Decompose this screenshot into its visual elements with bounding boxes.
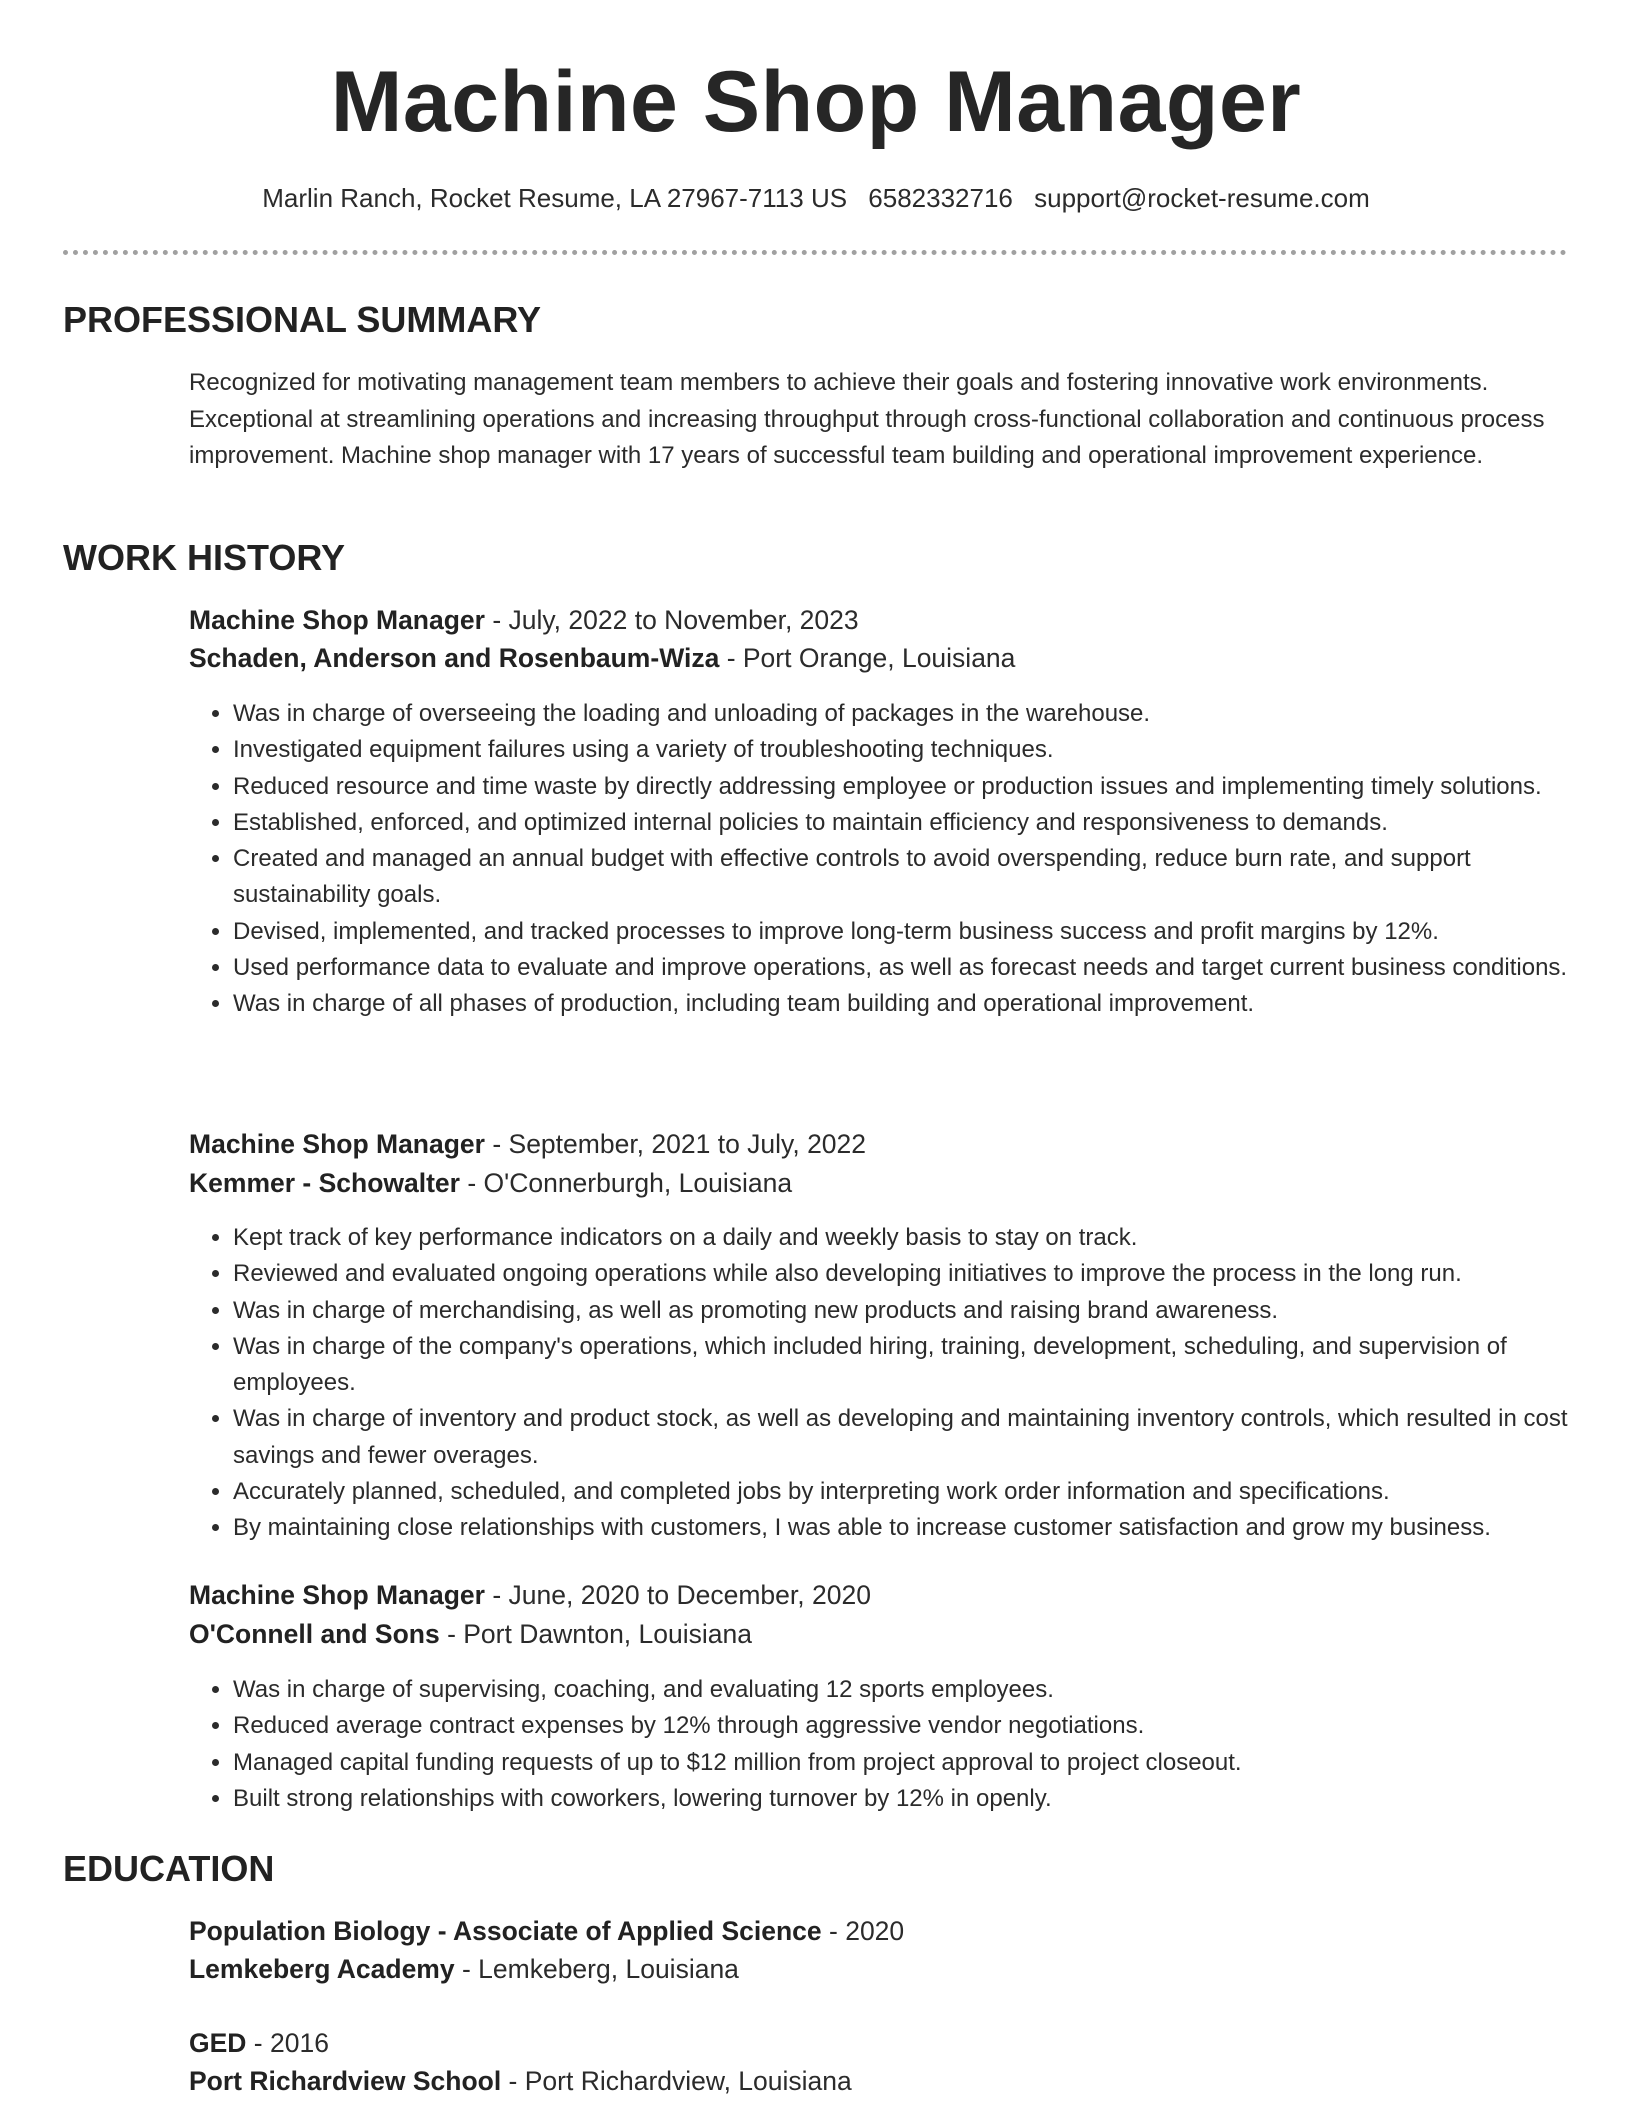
list-item: • Was in charge of supervising, coaching, and evaluating 12 sports employees.	[233, 1672, 1613, 1708]
list-item: • Used performance data to evaluate and improve operations, as well as forecast needs and target current business conditions.	[233, 950, 1613, 986]
job-company: O'Connell and Sons	[189, 1619, 440, 1649]
list-item: • Devised, implemented, and tracked processes to improve long-term business success and profit margins by 12%.	[233, 914, 1613, 950]
contact-address: Marlin Ranch, Rocket Resume, LA 27967-7113 US	[262, 183, 848, 213]
contact-info	[0, 180, 1632, 216]
education-school-line	[189, 1950, 739, 1988]
job-bullets	[189, 1220, 1613, 1547]
section-title-work-history: WORK HISTORY	[63, 537, 346, 578]
education-degree: Population Biology - Associate of Applied Science	[189, 1916, 822, 1946]
contact-email: support@rocket-resume.com	[1034, 183, 1370, 213]
list-item: • Built strong relationships with coworkers, lowering turnover by 12% in openly.	[233, 1781, 1613, 1817]
list-item: • Created and managed an annual budget with effective controls to avoid overspending, reduce burn rate, and support sustainability goals.	[233, 841, 1613, 914]
list-item: • Was in charge of merchandising, as well as promoting new products and raising brand awareness.	[233, 1293, 1613, 1329]
list-item: • Was in charge of inventory and product stock, as well as developing and maintaining inventory controls, which resulted in cost savings and fewer overages.	[233, 1401, 1613, 1474]
job-dates: - June, 2020 to December, 2020	[484, 1580, 871, 1610]
list-item: • Was in charge of the company's operations, which included hiring, training, development, scheduling, and supervision of employees.	[233, 1329, 1613, 1402]
list-item: • Reduced resource and time waste by directly addressing employee or production issues and implementing timely solutions.	[233, 769, 1613, 805]
job-company: Kemmer - Schowalter	[189, 1168, 460, 1198]
education-school: Lemkeberg Academy	[189, 1954, 455, 1984]
header-divider	[63, 250, 1567, 255]
job-dates: - July, 2022 to November, 2023	[484, 605, 859, 635]
candidate-name: Machine Shop Manager	[330, 54, 1302, 150]
job-company-line	[189, 1164, 792, 1202]
education-year: - 2016	[246, 2028, 329, 2058]
education-degree-line	[189, 1912, 904, 1950]
list-item: • Was in charge of all phases of production, including team building and operational improvement.	[233, 986, 1613, 1022]
contact-phone: 6582332716	[868, 183, 1013, 213]
job-title-line	[189, 1125, 866, 1163]
section-title-education: EDUCATION	[63, 1848, 275, 1889]
education-degree: GED	[189, 2028, 247, 2058]
job-company-line	[189, 639, 1015, 677]
job-location: - Port Dawnton, Louisiana	[439, 1619, 752, 1649]
list-item: • Was in charge of overseeing the loading and unloading of packages in the warehouse.	[233, 696, 1613, 732]
job-role: Machine Shop Manager	[189, 1580, 485, 1610]
job-title-line	[189, 1576, 871, 1614]
list-item: • Reviewed and evaluated ongoing operations while also developing initiatives to improve the process in the long run.	[233, 1256, 1613, 1292]
education-school: Port Richardview School	[189, 2066, 502, 2096]
list-item: • Accurately planned, scheduled, and completed jobs by interpreting work order information and specifications.	[233, 1474, 1613, 1510]
list-item: • Established, enforced, and optimized internal policies to maintain efficiency and responsiveness to demands.	[233, 805, 1613, 841]
list-item: • Kept track of key performance indicators on a daily and weekly basis to stay on track.	[233, 1220, 1613, 1256]
job-role: Machine Shop Manager	[189, 605, 485, 635]
education-year: - 2020	[821, 1916, 905, 1946]
list-item: • Reduced average contract expenses by 12% through aggressive vendor negotiations.	[233, 1708, 1613, 1744]
list-item: • Managed capital funding requests of up to $12 million from project approval to project closeout.	[233, 1745, 1613, 1781]
list-item: • By maintaining close relationships with customers, I was able to increase customer satisfaction and grow my business.	[233, 1510, 1613, 1546]
job-company: Schaden, Anderson and Rosenbaum-Wiza	[189, 643, 720, 673]
list-item: • Investigated equipment failures using a variety of troubleshooting techniques.	[233, 732, 1613, 768]
job-dates: - September, 2021 to July, 2022	[484, 1129, 867, 1159]
job-location: - O'Connerburgh, Louisiana	[459, 1168, 793, 1198]
job-bullets	[189, 1672, 1613, 1817]
education-location: - Port Richardview, Louisiana	[501, 2066, 852, 2096]
job-company-line	[189, 1615, 752, 1653]
job-bullets	[189, 696, 1613, 1023]
summary-text: Recognized for motivating management team members to achieve their goals and fostering innovative work environments. Exceptional at streamlining operations and increasing throughput through cross-functional collaboration and continuous process improvement. Machine shop manager with 17 years of successful team building and operational improvement experience.	[189, 369, 1545, 469]
section-title-summary: PROFESSIONAL SUMMARY	[63, 299, 542, 340]
education-school-line	[189, 2062, 852, 2100]
education-location: - Lemkeberg, Louisiana	[454, 1954, 739, 1984]
job-role: Machine Shop Manager	[189, 1129, 485, 1159]
job-location: - Port Orange, Louisiana	[719, 643, 1016, 673]
job-title-line	[189, 601, 859, 639]
education-degree-line	[189, 2024, 329, 2062]
